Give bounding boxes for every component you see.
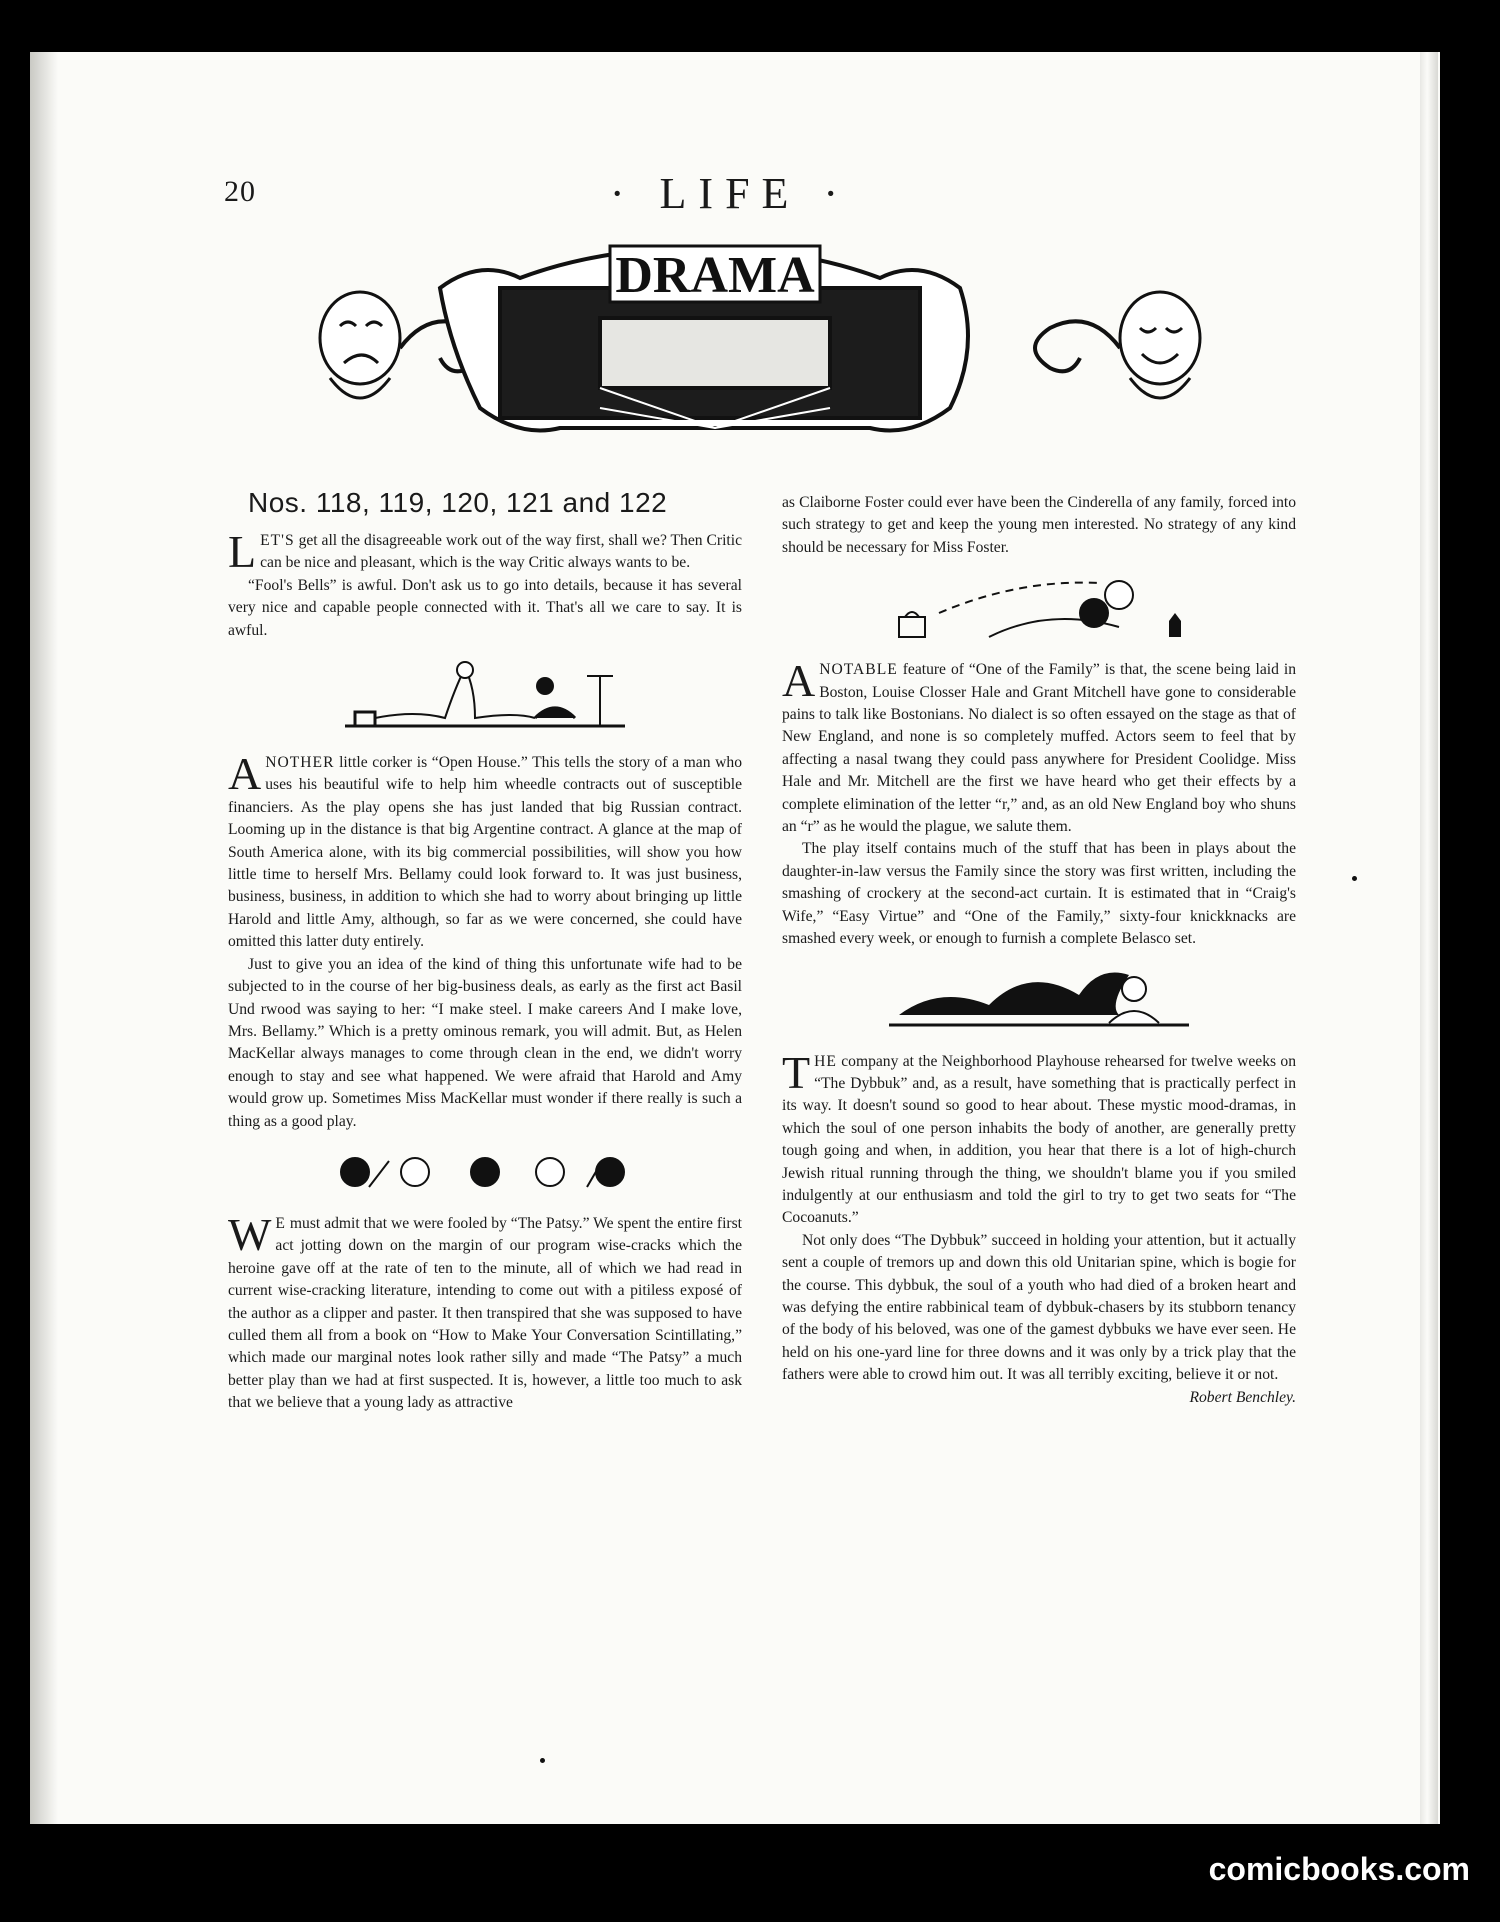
paragraph: ANOTABLE feature of “One of the Family” is that, the scene being laid in Boston, Louise Closser Hale and Grant Mitchell have gone to considerable pains to talk like Bostonians. No dialect is so often essayed on the stage as that of New England, and none is so completely muffed. Actors seem to feel that by affecting a nasal twang they could pass anywhere for President Coolidge. Miss Hale and Mr. Mitchell are the first we have heard who get their effects by a complete elimination of the letter “r,” and, as an old New England boy who shuns an “r” as he would the plague, we salute them. <box>782 655 1296 836</box>
author-signature: Robert Benchley. <box>1189 1388 1296 1406</box>
paragraph: W E must admit that we were fooled by “The Patsy.” We spent the entire first act jotting down on the margin of our program wise-cracks which the heroine gave off at the rate of ten to the minute, all of which we had read in current wise-cracking literature, intending to come out with a pitiless exposé of the author as a clipper and paster. It then transpired that she was supposed to have culled them all from a book on “How to Make Your Conversation Scintillating,” which made our marginal notes look rather silly and made “The Patsy” a much better play than we had at first suspected. It is, however, a little too much to ask that we believe that a young lady as attractive <box>228 1208 742 1412</box>
gutter-shadow <box>30 52 58 1824</box>
article-title: Nos. 118, 119, 120, 121 and 122 <box>248 487 668 518</box>
comedy-mask-icon <box>1120 292 1200 398</box>
paragraph: ANOTHER little corker is “Open House.” This tells the story of a man who uses his beautiful wife to help him wheedle contracts out of susceptible financiers. As the play opens she has just landed that big Russian contract. Looming up in the distance is that big Argentine contract. A glance at the map of South America alone, with its big commercial possibilities, will show you how little time to herself Mrs. Bellamy could look forward to. It was just business, business, business, in addition to which she had to worry about bringing up little Harold and little Amy, although, so far as we were concerned, she could have omitted this latter duty entirely. <box>228 748 742 951</box>
masthead: · LIFE · <box>609 169 851 218</box>
page-edge <box>1420 52 1438 1824</box>
bathing-figure-illustration <box>869 573 1209 643</box>
dreaming-figure-illustration <box>879 965 1199 1035</box>
print-speck <box>1352 876 1357 881</box>
page-number: 20 <box>224 175 256 208</box>
svg-text:DRAMA: DRAMA <box>615 247 815 304</box>
paragraph: “Fool's Bells” is awful. Don't ask us to go into details, because it has several very nice and capable people connected with it. That's all we care to say. It is awful. <box>228 576 742 639</box>
watermark: comicbooks.com <box>1208 1851 1470 1887</box>
paragraph: THE company at the Neighborhood Playhouse rehearsed for twelve weeks on “The Dybbuk” and, as a result, have something that is practically perfect in its way. It doesn't sound so good to hear about. These mystic mood-dramas, in which the soul of one person inhabits the body of another, are generally pretty tough going and when, in addition, you hear that there is a lot of high-church Jewish ritual running through the thing, we shouldn't blame you if you smiled indulgently at our enthusiasm and told the girl to try to get two seats for “The Cocoanuts.” <box>782 1046 1296 1227</box>
paragraph: as Claiborne Foster could ever have been the Cinderella of any family, forced into such strategy to get and keep the young men interested. No strategy of any kind should be necessary for Miss Foster. <box>782 494 1296 556</box>
lounging-figures-illustration <box>335 656 635 736</box>
right-column <box>782 492 1296 1409</box>
paragraph: The play itself contains much of the stuff that has been in plays about the daughter-in-law versus the Family since the story was first written, including the smashing of crockery at the second-act curtain. It is estimated that in “Craig's Wife,” “Easy Virtue” and “One of the Family,” sixty-four knickknacks are smashed every week, or enough to furnish a complete Belasco set. <box>782 840 1296 948</box>
paragraph: LET'S get all the disagreeable work out of the way first, shall we? Then Critic can be nice and pleasant, which is the way Critic always wants to be. <box>228 526 742 577</box>
left-column <box>228 487 742 1415</box>
tragedy-mask-icon <box>320 292 400 398</box>
paragraph: Just to give you an idea of the kind of thing this unfortunate wife had to be subjected to in the course of her big-business deals, as early as the first act Basil Und rwood was saying to her: “I make steel. I make careers And I make love, Mrs. Bellamy.” Which is a pretty ominous remark, you will admit. But, as Helen MacKellar always manages to come through clean in the end, we didn't worry enough to stay and see what happened. We were afraid that Harold and Amy would grow up. Sometimes Miss MacKellar must wonder if there really is such a thing as a good play. <box>228 955 742 1130</box>
floral-border-ornament <box>325 1147 645 1197</box>
drama-title-plaque <box>610 246 820 304</box>
drama-banner-illustration <box>300 228 1220 468</box>
right-scroll-ornament <box>1035 321 1120 371</box>
paragraph: Not only does “The Dybbuk” succeed in holding your attention, but it actually sent a couple of tremors up and down this old Unitarian spine, which is bogie for the course. This dybbuk, the soul of a youth who had died of a broken heart and was defying the entire rabbinical team of dybbuk-chasers by its stubborn tenancy of the body of his beloved, was one of the gamest dybbuks we have ever seen. He held on his one-yard line for three downs and it was only by a trick play that the fathers were able to crowd him out. It was all terribly exciting, believe it or not. <box>782 1231 1296 1384</box>
print-speck <box>540 1758 545 1763</box>
